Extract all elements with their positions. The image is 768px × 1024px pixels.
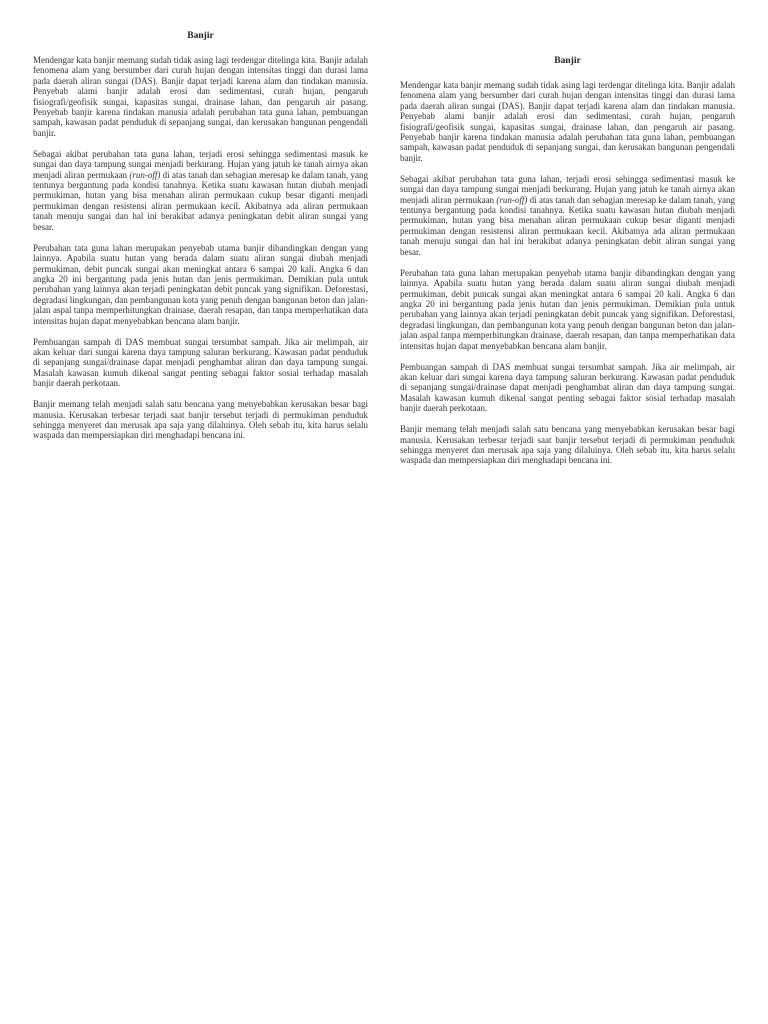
paragraph-3: Perubahan tata guna lahan merupakan penyebab utama banjir dibandingkan dengan yang lainnya. Apabila suatu hutan yang berada dalam suatu aliran sungai diubah menjadi permukiman, debit puncak sungai akan meningkat antara 6 sampai 20 kali. Angka 6 dan angka 20 ini bergantung pada jenis hutan dan jenis permukiman. Demikian pula untuk perubahan yang lainnya akan terjadi peningkatan debit puncak yang signifikan. Deforestasi, degradasi lingkungan, dan pembangunan kota yang penuh dengan bangunan beton dan jalan-jalan aspal tanpa memperhitungkan drainase, daerah resapan, dan tanpa memperhatikan data intensitas hujan dapat menyebabkan bencana alam banjir. — [33, 242, 368, 326]
document-copy-right — [400, 55, 735, 476]
paragraph-5: Banjir memang telah menjadi salah satu bencana yang menyebabkan kerusakan besar bagi manusia. Kerusakan terbesar terjadi saat banjir tersebut terjadi di permukiman penduduk sehingga menyeret dan merusak apa saja yang dilaluinya. Oleh sebab itu, kita harus selalu waspada dan mempersiapkan diri menghadapi bencana ini. — [33, 399, 368, 441]
paragraph-1: Mendengar kata banjir memang sudah tidak asing lagi terdengar ditelinga kita. Banjir adalah fenomena alam yang bersumber dari curah hujan dengan intensitas tinggi dan durasi lama pada daerah aliran sungai (DAS). Banjir dapat terjadi karena alam dan tindakan manusia. Penyebab alami banjir adalah erosi dan sedimentasi, curah hujan, pengaruh fisiografi/geofisik sungai, kapasitas sungai, drainase lahan, dan pengaruh air pasang. Penyebab banjir karena tindakan manusia adalah perubahan tata guna lahan, pembuangan sampah, kawasan padat penduduk di sepanjang sungai, dan kerusakan bangunan pengendali banjir. — [400, 80, 735, 163]
paragraph-5: Banjir memang telah menjadi salah satu bencana yang menyebabkan kerusakan besar bagi manusia. Kerusakan terbesar terjadi saat banjir tersebut terjadi di permukiman penduduk sehingga menyeret dan merusak apa saja yang dilaluinya. Oleh sebab itu, kita harus selalu waspada dan mempersiapkan diri menghadapi bencana ini. — [400, 424, 735, 466]
document-title: Banjir — [187, 31, 214, 41]
paragraph-1: Mendengar kata banjir memang sudah tidak asing lagi terdengar ditelinga kita. Banjir adalah fenomena alam yang bersumber dari curah hujan dengan intensitas tinggi dan durasi lama pada daerah aliran sungai (DAS). Banjir dapat terjadi karena alam dan tindakan manusia. Penyebab alami banjir adalah erosi dan sedimentasi, curah hujan, pengaruh fisiografi/geofisik sungai, kapasitas sungai, drainase lahan, dan pengaruh air pasang. Penyebab banjir karena tindakan manusia adalah perubahan tata guna lahan, pembuangan sampah, kawasan padat penduduk di sepanjang sungai, dan kerusakan bangunan pengendali banjir. — [33, 55, 368, 138]
document-copy-left — [33, 30, 368, 451]
paragraph-2-text-before: Sebagai akibat perubahan tata guna lahan, terjadi erosi sehingga sedimentasi masuk ke sungai dan daya tampung sungai menjadi berkurang. Hujan yang jatuh ke tanah airnya akan menjadi aliran permukaan — [400, 173, 735, 205]
document-title: Banjir — [554, 56, 581, 66]
paragraph-2 — [33, 149, 368, 232]
paragraph-2-italic-term: (run-off) — [129, 169, 161, 180]
paragraph-2-text-after: di atas tanah dan sebagian meresap ke dalam tanah, yang tentunya bergantung pada kondisi tanahnya. Ketika suatu kawasan hutan diubah menjadi permukiman, hutan yang bisa menahan aliran permukaan cukup besar diganti menjadi permukiman dengan resistensi aliran permukaan kecil. Akibatnya ada aliran permukaan tanah menuju sungai dan hal ini berakibat adanya peningkatan debit aliran sungai yang besar. — [400, 194, 735, 257]
paragraph-2-text-before: Sebagai akibat perubahan tata guna lahan, terjadi erosi sehingga sedimentasi masuk ke sungai dan daya tampung sungai menjadi berkurang. Hujan yang jatuh ke tanah airnya akan menjadi aliran permukaan — [33, 148, 368, 180]
paragraph-2-text-after: di atas tanah dan sebagian meresap ke dalam tanah, yang tentunya bergantung pada kondisi tanahnya. Ketika suatu kawasan hutan diubah menjadi permukiman, hutan yang bisa menahan aliran permukaan cukup besar diganti menjadi permukiman dengan resistensi aliran permukaan kecil. Akibatnya ada aliran permukaan tanah menuju sungai dan hal ini berakibat adanya peningkatan debit aliran sungai yang besar. — [33, 169, 368, 232]
paragraph-4: Pembuangan sampah di DAS membuat sungai tersumbat sampah. Jika air melimpah, air akan keluar dari sungai karena daya tampung saluran berkurang. Kawasan padat penduduk di sepanjang sungai/drainase dapat menjadi penghambat aliran dan daya tampung sungai. Masalah kawasan kumuh dikenal sangat penting sebagai faktor sosial terhadap masalah banjir daerah perkotaan. — [33, 336, 368, 389]
paragraph-4: Pembuangan sampah di DAS membuat sungai tersumbat sampah. Jika air melimpah, air akan keluar dari sungai karena daya tampung saluran berkurang. Kawasan padat penduduk di sepanjang sungai/drainase dapat menjadi penghambat aliran dan daya tampung sungai. Masalah kawasan kumuh dikenal sangat penting sebagai faktor sosial terhadap masalah banjir daerah perkotaan. — [400, 361, 735, 414]
paragraph-2-italic-term: (run-off) — [496, 194, 528, 205]
paragraph-3: Perubahan tata guna lahan merupakan penyebab utama banjir dibandingkan dengan yang lainnya. Apabila suatu hutan yang berada dalam suatu aliran sungai diubah menjadi permukiman, debit puncak sungai akan meningkat antara 6 sampai 20 kali. Angka 6 dan angka 20 ini bergantung pada jenis hutan dan jenis permukiman. Demikian pula untuk perubahan yang lainnya akan terjadi peningkatan debit puncak yang signifikan. Deforestasi, degradasi lingkungan, dan pembangunan kota yang penuh dengan bangunan beton dan jalan-jalan aspal tanpa memperhitungkan drainase, daerah resapan, dan tanpa memperhatikan data intensitas hujan dapat menyebabkan bencana alam banjir. — [400, 267, 735, 351]
paragraph-2 — [400, 174, 735, 257]
